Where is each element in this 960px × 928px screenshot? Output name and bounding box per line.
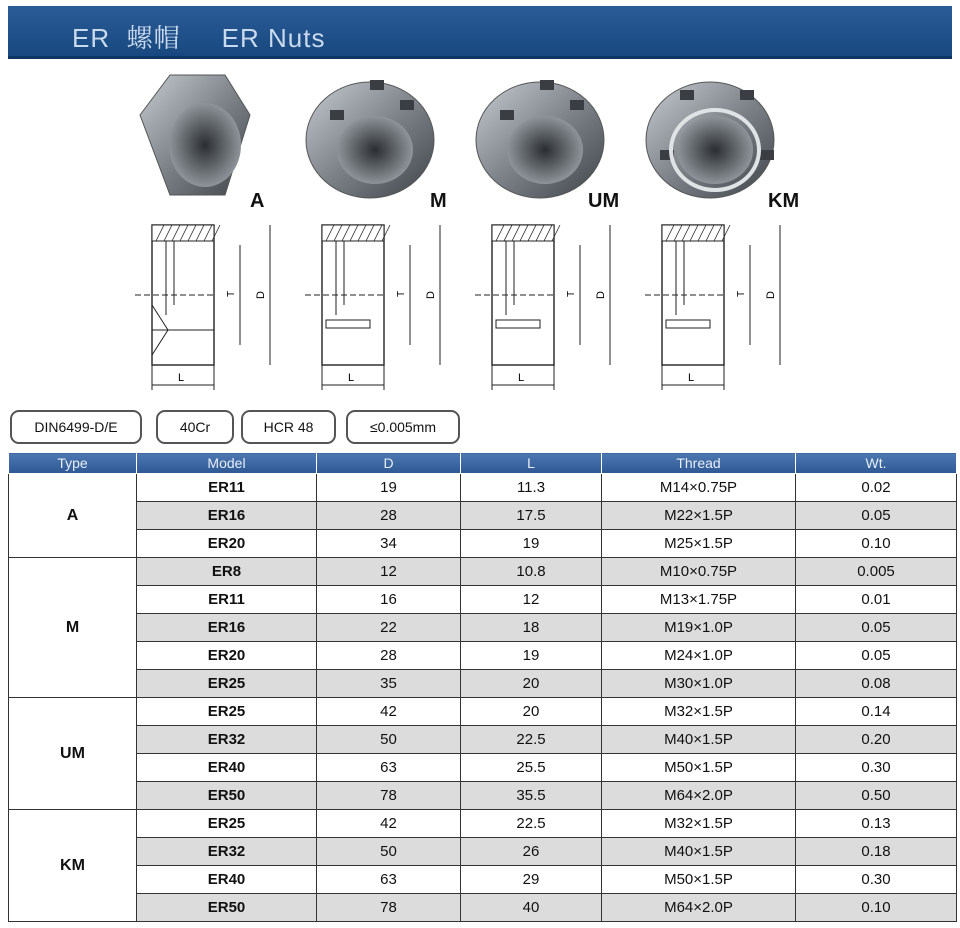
l-cell: 12: [461, 586, 602, 614]
weight-cell: 0.005: [796, 558, 957, 586]
product-m: [300, 70, 470, 410]
product-a: [130, 70, 300, 410]
thread-cell: M40×1.5P: [602, 726, 796, 754]
l-cell: 20: [461, 698, 602, 726]
d-cell: 28: [317, 502, 461, 530]
column-header-d: D: [317, 453, 461, 474]
svg-text:L: L: [688, 372, 695, 384]
table-row: [9, 698, 957, 726]
weight-cell: 0.50: [796, 782, 957, 810]
product-um: [470, 70, 640, 410]
table-header-row: [9, 453, 957, 474]
svg-text:D: D: [255, 291, 267, 299]
type-cell: A: [9, 474, 137, 558]
weight-cell: 0.10: [796, 894, 957, 922]
model-cell: ER25: [137, 670, 317, 698]
column-header-model: Model: [137, 453, 317, 474]
d-cell: 50: [317, 838, 461, 866]
d-cell: 50: [317, 726, 461, 754]
svg-text:L: L: [178, 372, 185, 384]
l-cell: 19: [461, 642, 602, 670]
column-header-thread: Thread: [602, 453, 796, 474]
weight-cell: 0.13: [796, 810, 957, 838]
l-cell: 11.3: [461, 474, 602, 502]
d-cell: 78: [317, 782, 461, 810]
table-row: [9, 586, 957, 614]
product-label-um: UM: [588, 190, 620, 212]
l-cell: 29: [461, 866, 602, 894]
l-cell: 19: [461, 530, 602, 558]
table-row: [9, 530, 957, 558]
model-cell: ER11: [137, 586, 317, 614]
d-cell: 28: [317, 642, 461, 670]
model-cell: ER40: [137, 754, 317, 782]
model-cell: ER25: [137, 698, 317, 726]
spec-badge-hardness: HCR 48: [241, 410, 336, 444]
weight-cell: 0.30: [796, 866, 957, 894]
l-cell: 20: [461, 670, 602, 698]
d-cell: 35: [317, 670, 461, 698]
d-cell: 16: [317, 586, 461, 614]
type-cell: KM: [9, 810, 137, 922]
model-cell: ER8: [137, 558, 317, 586]
weight-cell: 0.14: [796, 698, 957, 726]
table-row: [9, 782, 957, 810]
model-cell: ER25: [137, 810, 317, 838]
l-cell: 22.5: [461, 810, 602, 838]
weight-cell: 0.01: [796, 586, 957, 614]
product-km: [640, 70, 810, 410]
d-cell: 78: [317, 894, 461, 922]
model-cell: ER11: [137, 474, 317, 502]
model-cell: ER20: [137, 642, 317, 670]
d-cell: 63: [317, 754, 461, 782]
svg-text:D: D: [425, 291, 437, 299]
thread-cell: M14×0.75P: [602, 474, 796, 502]
spec-table: [8, 452, 957, 922]
l-cell: 10.8: [461, 558, 602, 586]
spec-badge-material: 40Cr: [156, 410, 234, 444]
table-row: [9, 670, 957, 698]
table-row: [9, 502, 957, 530]
title-banner: [8, 6, 952, 59]
thread-cell: M50×1.5P: [602, 866, 796, 894]
weight-cell: 0.05: [796, 502, 957, 530]
product-gallery: [0, 70, 960, 410]
table-row: [9, 894, 957, 922]
spec-badges: [0, 410, 960, 444]
model-cell: ER50: [137, 782, 317, 810]
type-cell: M: [9, 558, 137, 698]
thread-cell: M30×1.0P: [602, 670, 796, 698]
svg-text:T: T: [566, 290, 577, 297]
weight-cell: 0.20: [796, 726, 957, 754]
d-cell: 63: [317, 866, 461, 894]
weight-cell: 0.05: [796, 642, 957, 670]
nut-illustration-m: [300, 70, 470, 410]
d-cell: 12: [317, 558, 461, 586]
d-cell: 42: [317, 810, 461, 838]
l-cell: 22.5: [461, 726, 602, 754]
table-row: [9, 474, 957, 502]
weight-cell: 0.10: [796, 530, 957, 558]
thread-cell: M64×2.0P: [602, 782, 796, 810]
table-row: [9, 754, 957, 782]
l-cell: 17.5: [461, 502, 602, 530]
type-cell: UM: [9, 698, 137, 810]
weight-cell: 0.02: [796, 474, 957, 502]
thread-cell: M40×1.5P: [602, 838, 796, 866]
weight-cell: 0.08: [796, 670, 957, 698]
svg-text:L: L: [348, 372, 355, 384]
nut-illustration-a: [130, 70, 300, 410]
d-cell: 34: [317, 530, 461, 558]
table-row: [9, 838, 957, 866]
svg-text:T: T: [396, 290, 407, 297]
l-cell: 35.5: [461, 782, 602, 810]
model-cell: ER32: [137, 838, 317, 866]
thread-cell: M22×1.5P: [602, 502, 796, 530]
l-cell: 18: [461, 614, 602, 642]
thread-cell: M10×0.75P: [602, 558, 796, 586]
d-cell: 19: [317, 474, 461, 502]
model-cell: ER50: [137, 894, 317, 922]
spec-badge-tolerance: ≤0.005mm: [346, 410, 460, 444]
svg-text:D: D: [595, 291, 607, 299]
column-header-type: Type: [9, 453, 137, 474]
table-row: [9, 726, 957, 754]
svg-text:T: T: [226, 290, 237, 297]
thread-cell: M50×1.5P: [602, 754, 796, 782]
table-row: [9, 866, 957, 894]
model-cell: ER20: [137, 530, 317, 558]
thread-cell: M24×1.0P: [602, 642, 796, 670]
svg-text:L: L: [518, 372, 525, 384]
spec-badge-standard: DIN6499-D/E: [10, 410, 142, 444]
svg-text:D: D: [765, 291, 777, 299]
table-row: [9, 810, 957, 838]
thread-cell: M19×1.0P: [602, 614, 796, 642]
d-cell: 42: [317, 698, 461, 726]
thread-cell: M32×1.5P: [602, 698, 796, 726]
column-header-weight: Wt.: [796, 453, 957, 474]
d-cell: 22: [317, 614, 461, 642]
thread-cell: M25×1.5P: [602, 530, 796, 558]
nut-illustration-km: [640, 70, 810, 410]
svg-text:T: T: [736, 290, 747, 297]
table-row: [9, 614, 957, 642]
model-cell: ER16: [137, 502, 317, 530]
product-label-a: A: [250, 190, 265, 212]
weight-cell: 0.05: [796, 614, 957, 642]
product-label-km: KM: [768, 190, 800, 212]
page-title: ER 螺帽 ER Nuts: [72, 23, 326, 53]
column-header-l: L: [461, 453, 602, 474]
thread-cell: M64×2.0P: [602, 894, 796, 922]
table-row: [9, 642, 957, 670]
thread-cell: M32×1.5P: [602, 810, 796, 838]
table-row: [9, 558, 957, 586]
model-cell: ER40: [137, 866, 317, 894]
model-cell: ER16: [137, 614, 317, 642]
product-label-m: M: [430, 190, 447, 212]
l-cell: 26: [461, 838, 602, 866]
nut-illustration-um: [470, 70, 640, 410]
l-cell: 40: [461, 894, 602, 922]
l-cell: 25.5: [461, 754, 602, 782]
weight-cell: 0.30: [796, 754, 957, 782]
weight-cell: 0.18: [796, 838, 957, 866]
thread-cell: M13×1.75P: [602, 586, 796, 614]
model-cell: ER32: [137, 726, 317, 754]
